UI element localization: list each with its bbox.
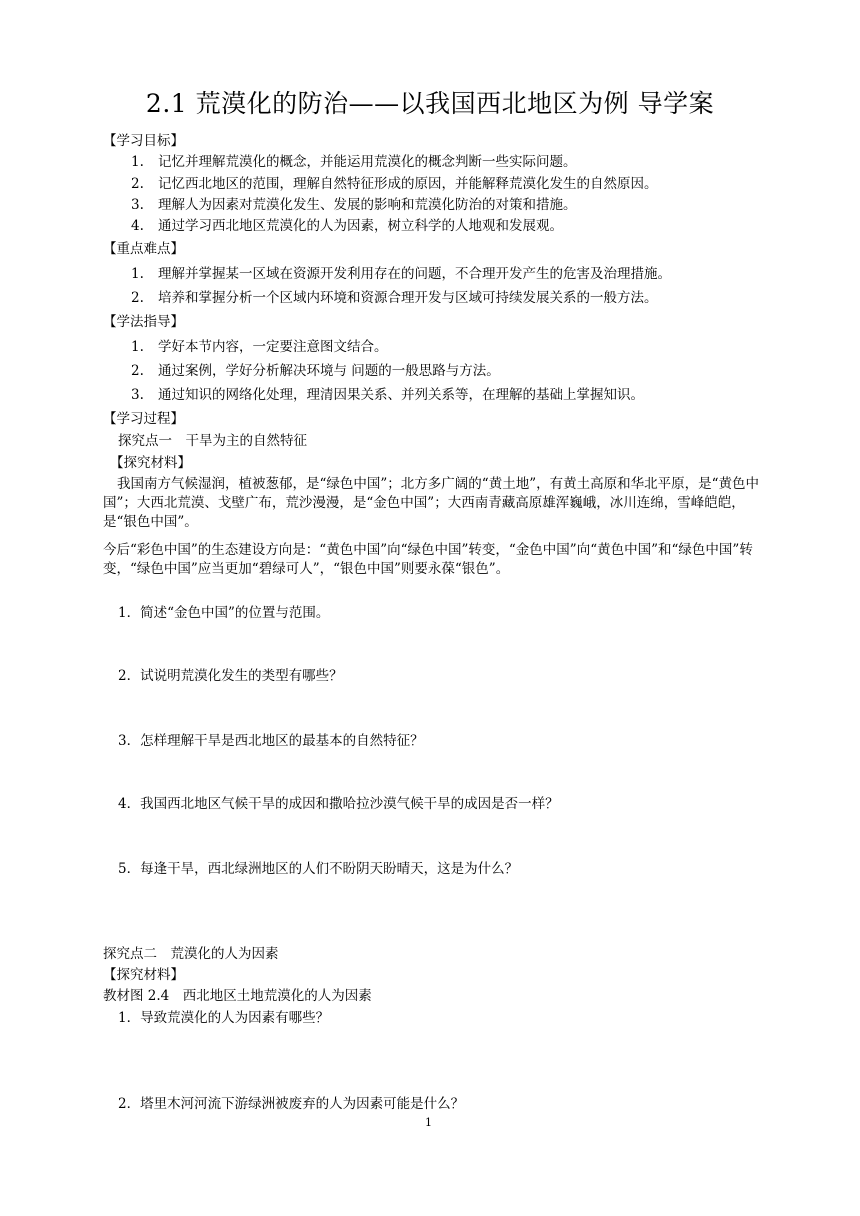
list-item xyxy=(131,153,577,171)
list-text: 培养和掌握分析一个区域内环境和资源合理开发与区域可持续发展关系的一般方法。 xyxy=(158,290,658,306)
section-heading-goals: 【学习目标】 xyxy=(103,133,184,149)
page-number: 1 xyxy=(425,1116,432,1129)
list-item xyxy=(131,265,671,283)
list-number: 2. xyxy=(131,290,144,306)
material-heading: 【探究材料】 xyxy=(103,967,184,983)
list-text: 学好本节内容，一定要注意图文结合。 xyxy=(158,339,388,355)
list-text: 通过知识的网络化处理，理清因果关系、并列关系等，在理解的基础上掌握知识。 xyxy=(158,387,644,403)
inquiry-point-title: 探究点二 荒漠化的人为因素 xyxy=(103,946,279,962)
list-text: 通过学习西北地区荒漠化的人为因素，树立科学的人地观和发展观。 xyxy=(158,218,563,234)
material-paragraph: 今后“彩色中国”的生态建设方向是：“黄色中国”向“绿色中国”转变，“金色中国”向“黄色中国”和“绿色中国”转变，“绿色中国”应当更加“碧绿可人”，“银色中国”则要永葆“银色”。 xyxy=(103,542,753,577)
list-item xyxy=(131,289,658,307)
section-heading-method: 【学法指导】 xyxy=(103,314,184,330)
material-heading: 【探究材料】 xyxy=(110,455,191,471)
list-number: 2. xyxy=(131,176,144,192)
list-text: 记忆西北地区的范围，理解自然特征形成的原因，并能解释荒漠化发生的自然原因。 xyxy=(158,176,658,192)
list-number: 3. xyxy=(131,197,144,213)
question: 1．导致荒漠化的人为因素有哪些？ xyxy=(118,1010,330,1026)
list-number: 4. xyxy=(131,218,144,234)
list-item xyxy=(131,217,563,235)
list-number: 1. xyxy=(131,339,144,355)
page-title: 2.1 荒漠化的防治——以我国西北地区为例 导学案 xyxy=(145,89,715,118)
question: 4．我国西北地区气候干旱的成因和撒哈拉沙漠气候干旱的成因是否一样？ xyxy=(118,796,559,812)
inquiry-point-title: 探究点一 干旱为主的自然特征 xyxy=(118,433,307,449)
list-number: 1. xyxy=(131,266,144,282)
list-text: 理解并掌握某一区域在资源开发利用存在的问题，不合理开发产生的危害及治理措施。 xyxy=(158,266,671,282)
material-paragraph: 我国南方气候湿润，植被葱郁，是“绿色中国”；北方多广阔的“黄土地”，有黄土高原和华北平原，是“黄色中国”；大西北荒漠、戈壁广布，荒沙漫漫，是“金色中国”；大西南青藏高原雄浑巍峨，冰川连绵，雪峰皑皑，是“银色中国”。 xyxy=(103,476,760,530)
section-heading-key: 【重点难点】 xyxy=(103,241,184,257)
list-number: 1. xyxy=(131,154,144,170)
list-item xyxy=(131,196,577,214)
section-heading-process: 【学习过程】 xyxy=(103,411,184,427)
list-item xyxy=(131,338,388,356)
list-number: 3. xyxy=(131,387,144,403)
list-text: 理解人为因素对荒漠化发生、发展的影响和荒漠化防治的对策和措施。 xyxy=(158,197,577,213)
list-item xyxy=(131,175,658,193)
question: 5．每逢干旱，西北绿洲地区的人们不盼阴天盼晴天，这是为什么？ xyxy=(118,861,519,877)
list-text: 通过案例，学好分析解决环境与 问题的一般思路与方法。 xyxy=(158,363,500,379)
list-number: 2. xyxy=(131,363,144,379)
question: 2．塔里木河河流下游绿洲被废弃的人为因素可能是什么？ xyxy=(118,1096,465,1112)
list-item xyxy=(131,362,500,380)
question: 3．怎样理解干旱是西北地区的最基本的自然特征？ xyxy=(118,733,424,749)
figure-reference: 教材图 2.4 西北地区土地荒漠化的人为因素 xyxy=(103,988,372,1004)
list-item xyxy=(131,386,644,404)
list-text: 记忆并理解荒漠化的概念，并能运用荒漠化的概念判断一些实际问题。 xyxy=(158,154,577,170)
question: 1．简述“金色中国”的位置与范围。 xyxy=(118,605,330,621)
question: 2．试说明荒漠化发生的类型有哪些？ xyxy=(118,668,343,684)
